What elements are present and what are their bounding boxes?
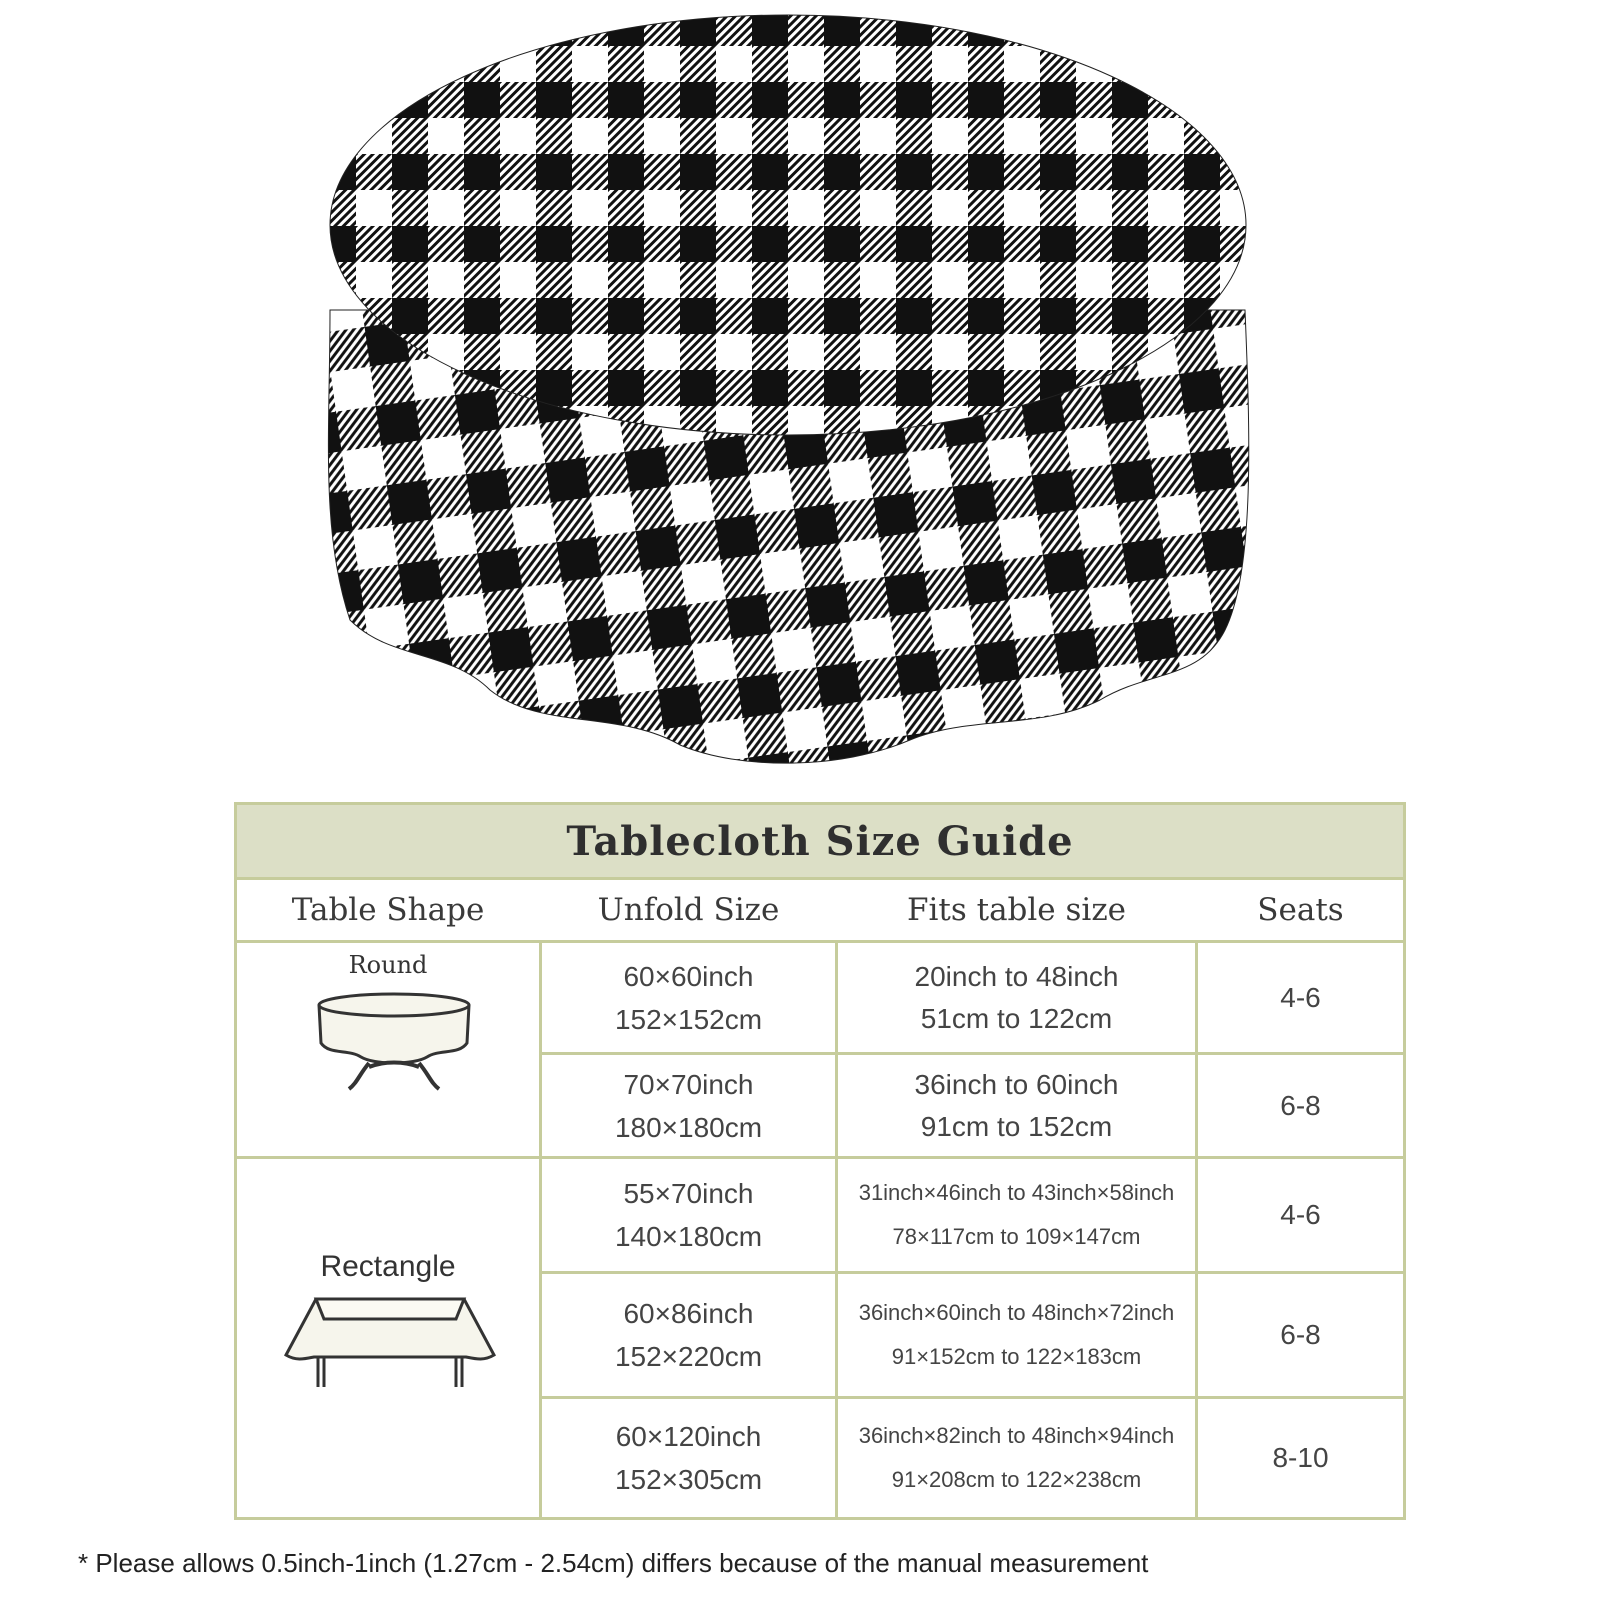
header-seats: Seats bbox=[1257, 892, 1344, 928]
unfold-size-cell bbox=[542, 1274, 835, 1396]
fits-size-cell bbox=[838, 1055, 1195, 1156]
fits-size-cm: 51cm to 122cm bbox=[920, 1002, 1113, 1034]
seats-cell: 4-6 bbox=[1280, 1199, 1321, 1230]
fits-size-cell bbox=[838, 1159, 1195, 1271]
size-guide-title: Tablecloth Size Guide bbox=[237, 805, 1403, 877]
fits-size-cm: 91cm to 152cm bbox=[920, 1110, 1113, 1142]
unfold-size-cm: 152×305cm bbox=[614, 1464, 763, 1495]
round-table-icon bbox=[309, 985, 479, 1095]
header-table-shape: Table Shape bbox=[291, 892, 485, 928]
seats-cell: 6-8 bbox=[1280, 1319, 1321, 1350]
seats-cell: 8-10 bbox=[1272, 1442, 1329, 1473]
fits-size-cell bbox=[838, 943, 1195, 1052]
unfold-size-inch: 55×70inch bbox=[623, 1178, 754, 1209]
unfold-size-cell bbox=[542, 943, 835, 1052]
header-unfold-size: Unfold Size bbox=[597, 892, 780, 928]
seats-cell: 4-6 bbox=[1280, 981, 1321, 1013]
unfold-size-cm: 180×180cm bbox=[614, 1111, 763, 1143]
fits-size-cm: 91×152cm to 122×183cm bbox=[891, 1344, 1142, 1369]
unfold-size-inch: 70×70inch bbox=[623, 1068, 754, 1100]
fits-size-inch: 36inch×82inch to 48inch×94inch bbox=[858, 1423, 1175, 1448]
unfold-size-cell bbox=[542, 1055, 835, 1156]
rectangle-label: Rectangle bbox=[320, 1250, 456, 1283]
unfold-size-inch: 60×60inch bbox=[623, 960, 754, 992]
fits-size-cm: 91×208cm to 122×238cm bbox=[891, 1467, 1142, 1492]
tablecloth-top bbox=[330, 15, 1246, 435]
header-fits-table-size: Fits table size bbox=[906, 892, 1127, 928]
size-guide-table bbox=[234, 802, 1406, 1520]
measurement-footnote: * Please allows 0.5inch-1inch (1.27cm - 2.54cm) differs because of the manual measurement bbox=[78, 1548, 1149, 1578]
unfold-size-inch: 60×120inch bbox=[615, 1421, 762, 1452]
unfold-size-cell bbox=[542, 1399, 835, 1517]
rectangle-table-icon bbox=[280, 1293, 500, 1393]
unfold-size-cm: 152×152cm bbox=[614, 1003, 763, 1035]
seats-cell: 6-8 bbox=[1280, 1089, 1321, 1121]
unfold-size-cm: 152×220cm bbox=[614, 1341, 763, 1372]
fits-size-cell bbox=[838, 1399, 1195, 1517]
fits-size-inch: 20inch to 48inch bbox=[914, 960, 1119, 992]
round-label: Round bbox=[348, 951, 428, 979]
unfold-size-cm: 140×180cm bbox=[614, 1221, 763, 1252]
fits-size-inch: 36inch to 60inch bbox=[914, 1068, 1119, 1100]
unfold-size-cell bbox=[542, 1159, 835, 1271]
fits-size-cm: 78×117cm to 109×147cm bbox=[892, 1224, 1141, 1249]
tablecloth-product-image bbox=[320, 10, 1280, 775]
fits-size-inch: 36inch×60inch to 48inch×72inch bbox=[858, 1300, 1175, 1325]
fits-size-inch: 31inch×46inch to 43inch×58inch bbox=[858, 1180, 1175, 1205]
unfold-size-inch: 60×86inch bbox=[623, 1298, 754, 1329]
fits-size-cell bbox=[838, 1274, 1195, 1396]
